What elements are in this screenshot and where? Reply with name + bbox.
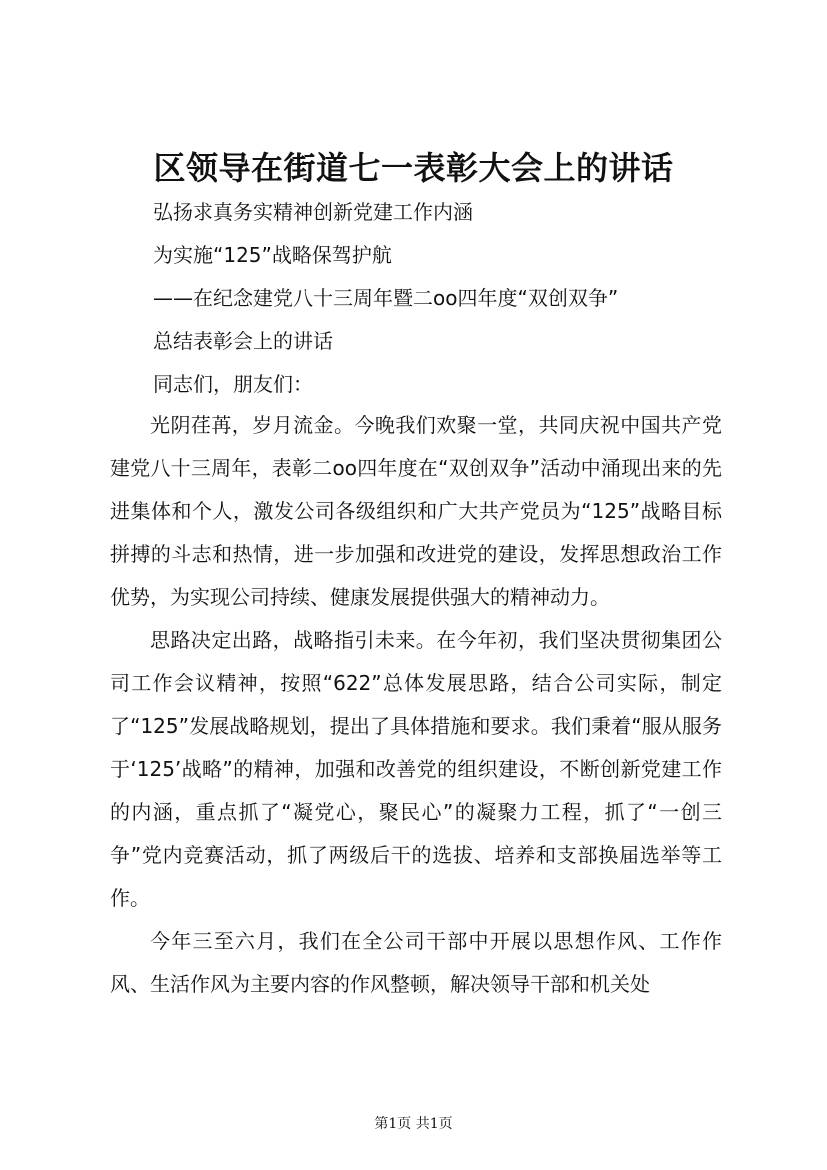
subtitle-line: 为实施“125”战略保驾护航 <box>153 243 392 267</box>
page-footer: 第1页 共1页 <box>374 1116 453 1132</box>
body-text <box>110 404 722 1006</box>
salutation: 同志们，朋友们： <box>153 372 313 396</box>
subtitle-line: 总结表彰会上的讲话 <box>153 329 333 353</box>
paragraph: 光阴荏苒，岁月流金。今晚我们欢聚一堂，共同庆祝中国共产党建党八十三周年，表彰二oo四年度在“双创双争”活动中涌现出来的先进集体和个人，激发公司各级组织和广大共产党员为“125”战略目标拼搏的斗志和热情，进一步加强和改进党的建设，发挥思想政治工作优势，为实现公司持续、健康发展提供强大的精神动力。 <box>110 413 722 609</box>
document-title: 区领导在街道七一表彰大会上的讲话 <box>153 149 674 187</box>
subtitle-line: 弘扬求真务实精神创新党建工作内涵 <box>153 200 473 224</box>
paragraph: 今年三至六月，我们在全公司干部中开展以思想作风、工作作风、生活作风为主要内容的作风整顿，解决领导干部和机关处 <box>110 929 722 996</box>
subtitle-line: ——在纪念建党八十三周年暨二oo四年度“双创双争” <box>153 286 619 310</box>
paragraph: 思路决定出路，战略指引未来。在今年初，我们坚决贯彻集团公司工作会议精神，按照“622”总体发展思路，结合公司实际，制定了“125”发展战略规划，提出了具体措施和要求。我们秉着“服从服务于‘125’战略”的精神，加强和改善党的组织建设，不断创新党建工作的内涵，重点抓了“凝党心，聚民心”的凝聚力工程，抓了“一创三争”党内竞赛活动，抓了两级后干的选拔、培养和支部换届选举等工作。 <box>110 628 722 910</box>
